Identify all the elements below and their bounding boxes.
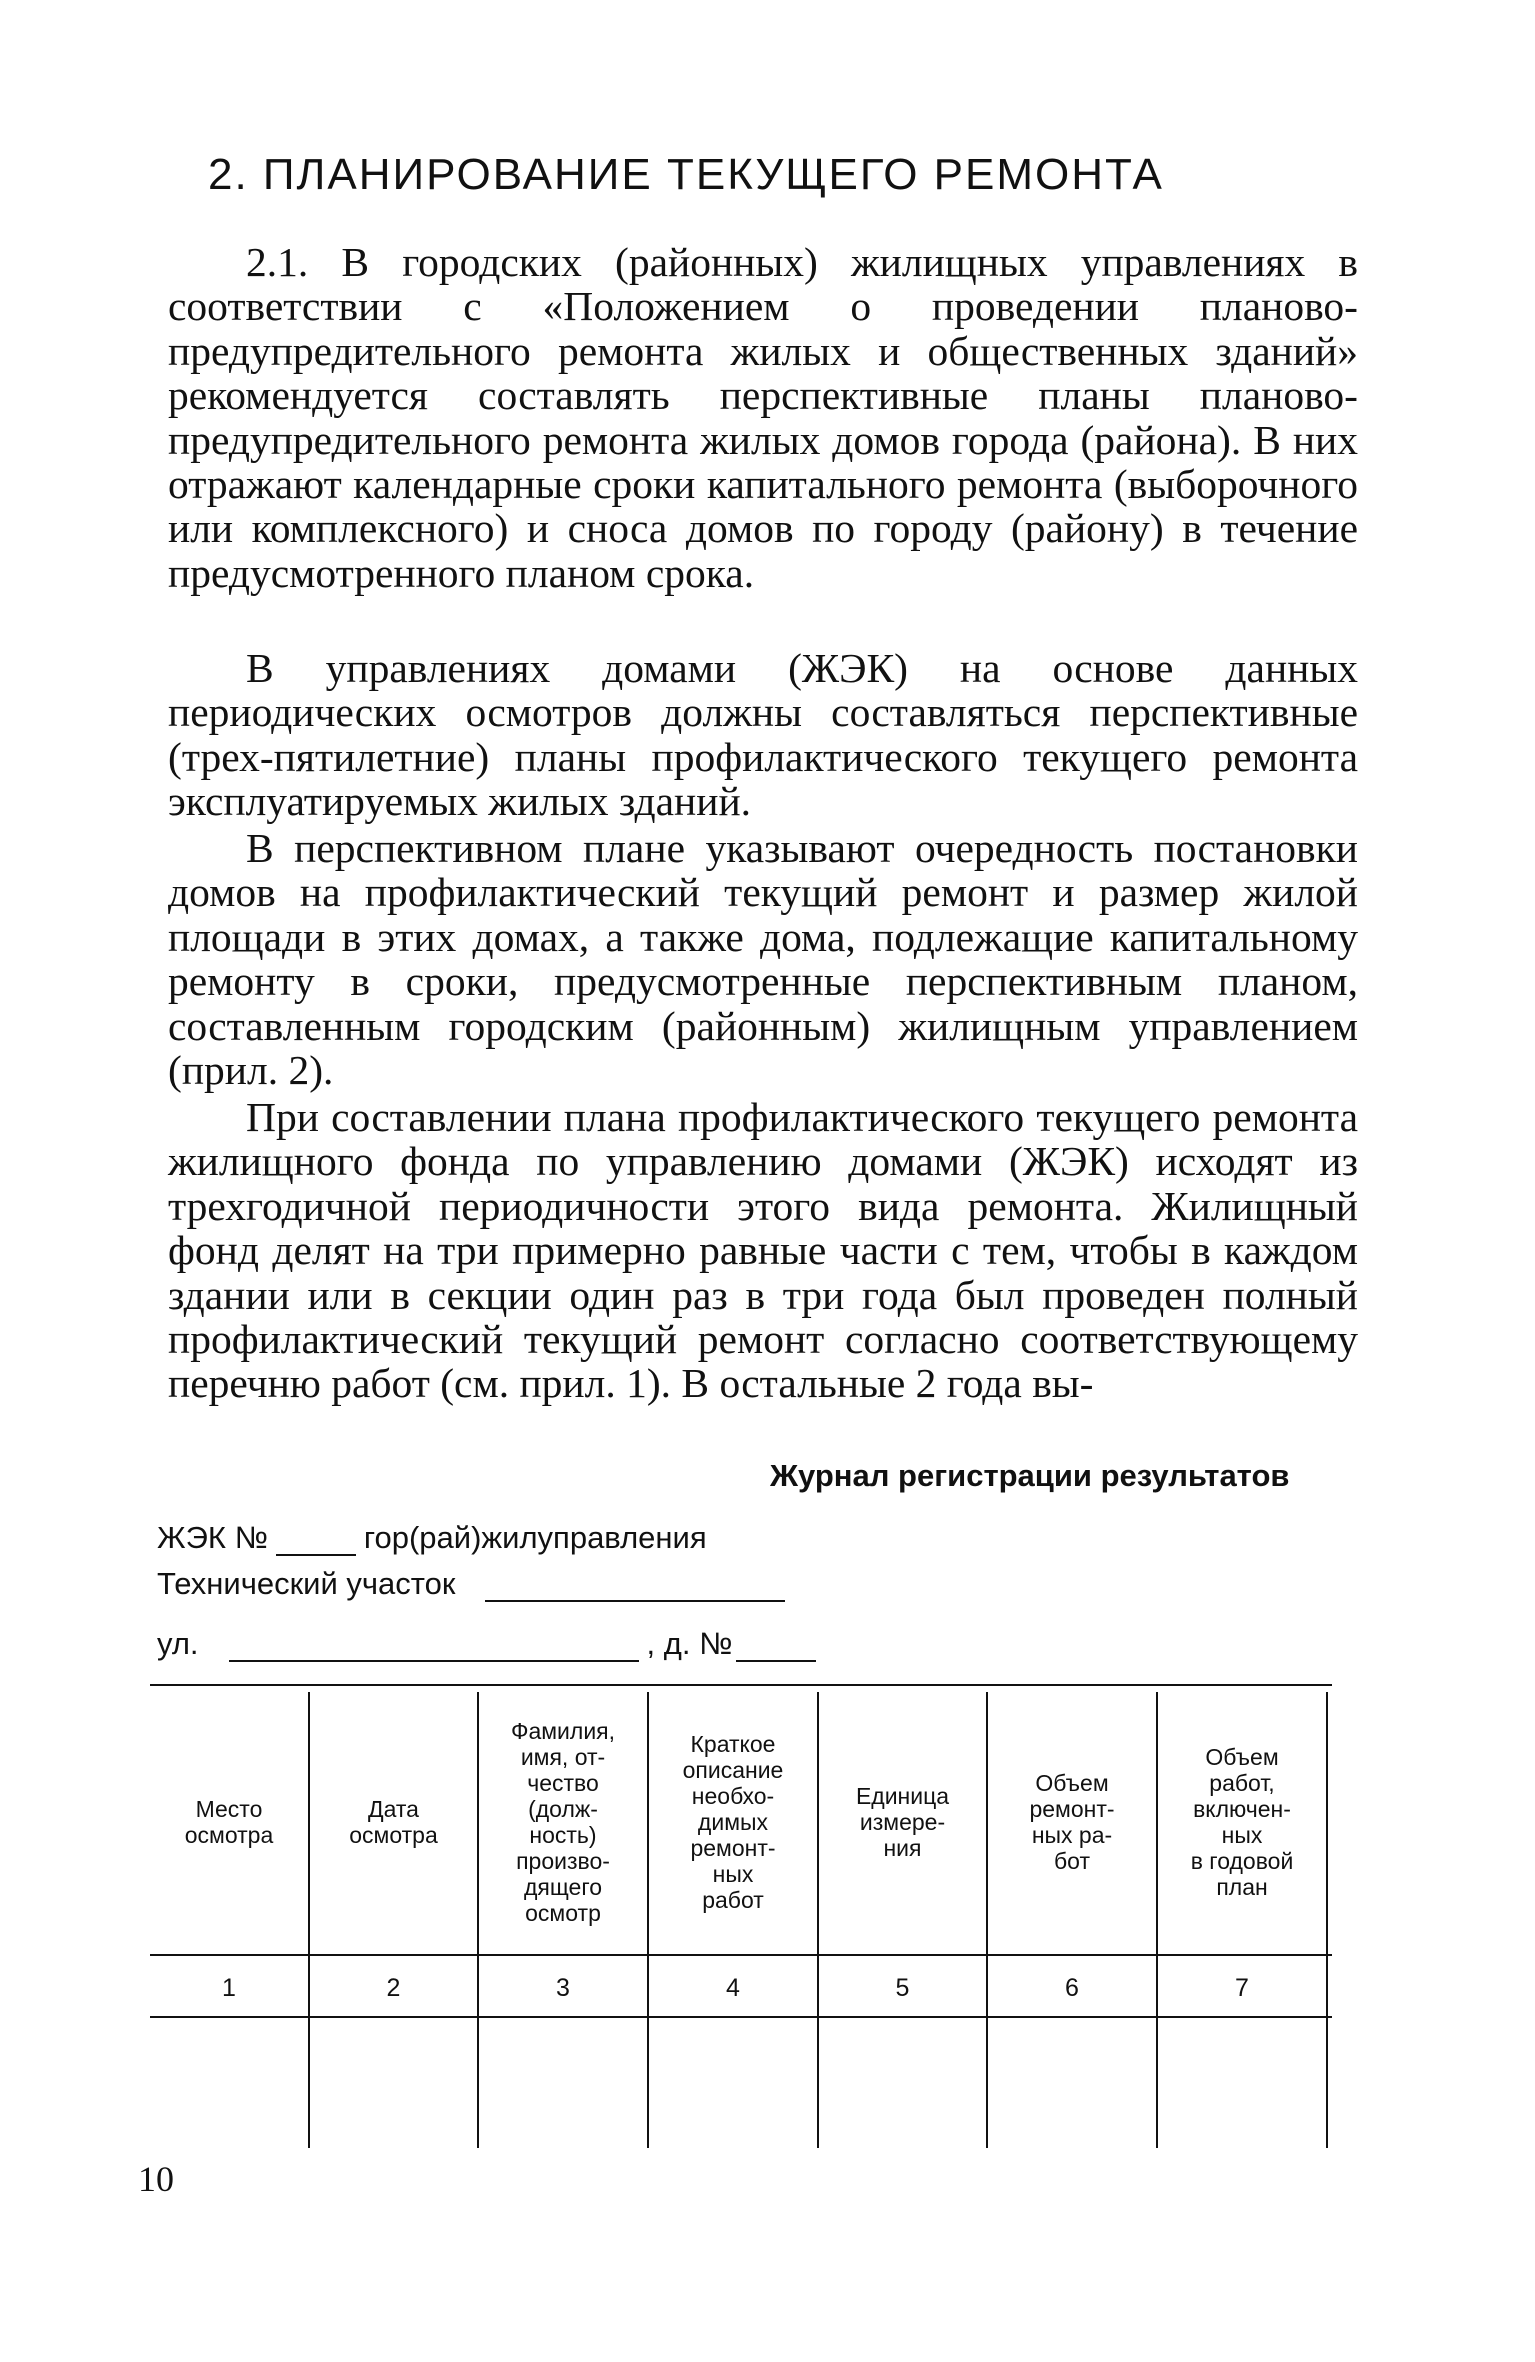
house-label: , д. № — [646, 1626, 733, 1661]
house-blank — [736, 1630, 816, 1662]
street-blank — [229, 1630, 639, 1662]
header-description: Краткое описание необхо- димых ремонт- ных работ — [682, 1731, 784, 1913]
zhek-number-blank — [276, 1524, 356, 1556]
column-number: 2 — [386, 1974, 401, 2002]
zhek-label: ЖЭК № — [157, 1520, 268, 1555]
column-number: 5 — [895, 1974, 910, 2002]
column-divider — [1326, 1692, 1328, 2148]
section-label: Технический участок — [157, 1566, 456, 1601]
column-number: 4 — [726, 1974, 740, 2002]
journal-table — [150, 1684, 1332, 2148]
journal-title: Журнал регистрации результатов — [770, 1458, 1290, 1493]
paragraph-2-1: 2.1. В городских (районных) жилищных управлениях в соответствии с «Положением о проведении планово-предупредительного ремонта жилых и общественных зданий» рекомендуется составлять перспективные планы планово-предупредительного ремонта жилых домов города (района). В них отражают календарные сроки капитального ремонта (выборочного или комплексного) и сноса домов по городу (району) в течение предусмотренного планом срока. — [168, 239, 1358, 596]
page-number: 10 — [138, 2159, 174, 2199]
header-volume: Объем ремонт- ных ра- бот — [1029, 1770, 1115, 1874]
header-date: Дата осмотра — [349, 1796, 438, 1848]
form-line-address — [157, 1626, 824, 1662]
form-line-zhek — [157, 1520, 707, 1556]
column-number: 6 — [1065, 1974, 1079, 2002]
column-number: 1 — [222, 1974, 236, 2002]
section-blank — [485, 1570, 785, 1602]
street-label: ул. — [157, 1626, 199, 1661]
zhek-suffix: гор(рай)жилуправления — [363, 1520, 707, 1555]
paragraph-zhek-plans: В управлениях домами (ЖЭК) на основе данных периодических осмотров должны составляться перспективные (трех-пятилетние) планы профилактического текущего ремонта эксплуатируемых жилых зданий. — [168, 645, 1358, 825]
paragraph-plan-composition: При составлении плана профилактического текущего ремонта жилищного фонда по управлению домами (ЖЭК) исходят из трехгодичной периодичности этого вида ремонта. Жилищный фонд делят на три примерно равные части с тем, чтобы в каждом здании или в секции один раз в три года был проведен полный профилактический текущий ремонт согласно соответствующему перечню работ (см. прил. 1). В остальные 2 года вы- — [168, 1094, 1358, 1407]
paragraph-perspective-plan: В перспективном плане указывают очередность постановки домов на профилактический текущий ремонт и размер жилой площади в этих домах, а также дома, подлежащие капитальному ремонту в сроки, предусмотренные перспективным планом, составленным городским (районным) жилищным управлением (прил. 2). — [168, 825, 1358, 1094]
form-line-section — [157, 1566, 793, 1602]
header-place: Место осмотра — [184, 1796, 274, 1848]
header-inspector: Фамилия, имя, от- чество (долж- ность) произво- дящего осмотр — [510, 1718, 616, 1926]
header-unit: Единица измере- ния — [855, 1783, 950, 1861]
table-number-rule — [150, 2016, 1332, 2018]
header-planned-volume: Объем работ, включен- ных в годовой план — [1190, 1744, 1294, 1900]
table-top-rule — [150, 1684, 1332, 1686]
column-number: 7 — [1235, 1974, 1249, 2002]
table-header-rule — [150, 1954, 1332, 1956]
column-number: 3 — [556, 1974, 570, 2002]
section-heading: 2. ПЛАНИРОВАНИЕ ТЕКУЩЕГО РЕМОНТА — [208, 150, 1164, 199]
